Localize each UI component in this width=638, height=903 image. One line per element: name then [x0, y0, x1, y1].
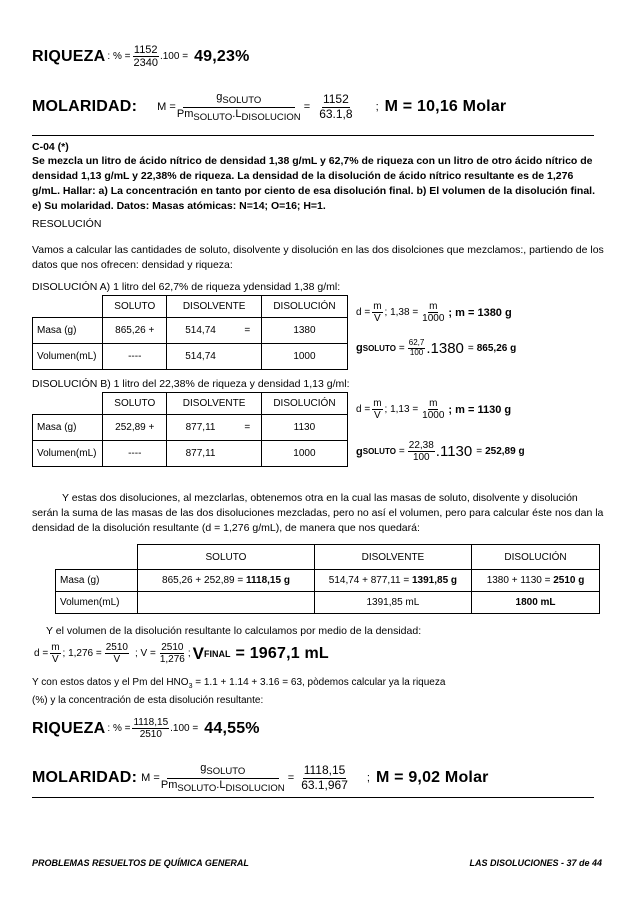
m-numerator: m [429, 398, 438, 409]
table-corner [33, 393, 103, 415]
molaridad-formula-top [32, 91, 506, 123]
equals-sign: = [287, 772, 295, 785]
equals: = [398, 446, 405, 457]
molaridad-label: MOLARIDAD: [32, 98, 138, 116]
m-over-1000 [421, 398, 445, 421]
density-formula-b [356, 398, 511, 421]
cell-disolucion: 1000 [261, 441, 347, 467]
riqueza-tail: .100 = [170, 723, 199, 734]
row-label: Masa (g) [33, 415, 103, 441]
v-denominator: V [113, 654, 121, 665]
mixed-solution-table [55, 544, 600, 614]
cell-disolucion: 1000 [261, 344, 347, 370]
table-row [33, 441, 348, 467]
mix-intro: Y estas dos disoluciones, al mezclarlas, obtenemos otra en la cual las masas de soluto, disolvente y disolución serán la suma de las masas de las dos disoluciones mezcladas, pero no así el volumen, pero para calcular éste nos dan la densidad de la disolución resultante (d = 1,276 g/mL), de manera que nos quedará: [32, 492, 604, 534]
table-header: DISOLUCIÓN [472, 545, 600, 570]
pct-denominator: 100 [412, 452, 430, 463]
divider-top [32, 135, 594, 136]
equals: = [398, 342, 405, 354]
equals-sign: = [303, 101, 311, 114]
v-denominator: V [374, 410, 381, 421]
table-header: SOLUTO [103, 393, 167, 415]
table-header: DISOLUCIÓN [261, 296, 347, 318]
pct-fraction [408, 339, 426, 358]
riqueza-tail: .100 = [159, 51, 189, 63]
intro-paragraph: Vamos a calcular las cantidades de soluto, disolvente y disolución en las dos disolciones que mezclamos:, partiendo de los datos que nos ofrecen: densidad y riqueza: [32, 244, 604, 271]
cell-eq: = [234, 318, 262, 344]
riqueza-formula-top [32, 44, 250, 69]
m-over-v [50, 642, 60, 665]
row-label: Volumen(mL) [56, 592, 138, 614]
pct-numerator: 22,38 [408, 440, 434, 451]
table-header: DISOLVENTE [314, 545, 471, 570]
pm-text-1: Y con estos datos y el Pm del HNO [32, 677, 189, 688]
molaridad-numeric-fraction [318, 93, 353, 120]
density-value: ; 1,13 = [384, 404, 419, 415]
d-equals: d = [34, 648, 49, 659]
mass-numerator: 2510 [161, 642, 184, 653]
riqueza-denominator: 2510 [139, 729, 162, 740]
cell-pre: 1380 + 1130 = [486, 575, 554, 586]
soluto-sub: SOLUTO [177, 782, 217, 794]
cell-bold: 2510 g [553, 575, 585, 586]
table-header: SOLUTO [103, 296, 167, 318]
pm-sub: 3 [188, 683, 193, 690]
volume-intro: Y el volumen de la disolución resultante lo calculamos por medio de la densidad: [46, 625, 422, 637]
symbolic-denominator [176, 108, 302, 124]
mass-over-v [105, 642, 129, 665]
disolucion-b-table [32, 392, 348, 467]
mult-value: .1130 [435, 443, 473, 460]
cell-disolvente: 1391,85 mL [314, 592, 471, 614]
d-equals: d = [356, 307, 371, 318]
m-numerator: m [51, 642, 60, 653]
density-formula-a [356, 301, 512, 324]
g-result: 252,89 g [485, 446, 525, 457]
molaridad-result: M = 10,16 Molar [384, 98, 507, 116]
cell-bold: 1118,15 g [246, 575, 290, 586]
mass-result: ; m = 1380 g [448, 306, 512, 319]
cell-disolucion: 1800 mL [472, 592, 600, 614]
pm-symbol: Pm [160, 778, 178, 791]
pm-text-2: = 1.1 + 1.14 + 3.16 = 63, pòdemos calcular ya la riqueza [192, 677, 446, 688]
row-label: Volumen(mL) [33, 441, 103, 467]
soluto-sub: SOLUTO [206, 766, 246, 778]
table-header: SOLUTO [138, 545, 315, 570]
g-symbol: g [200, 762, 207, 774]
mol-denominator: 63.1,8 [319, 106, 353, 121]
pct-fraction [408, 440, 435, 463]
riqueza-label: RIQUEZA [32, 719, 106, 737]
cell-disolucion: 1130 [261, 415, 347, 441]
soluto-sub: SOLUTO [193, 111, 233, 123]
riqueza-denominator: 2340 [133, 57, 158, 70]
footer-right: LAS DISOLUCIONES - 37 de 44 [469, 858, 602, 868]
table-header: DISOLVENTE [167, 393, 262, 415]
g-result: 865,26 g [476, 342, 517, 354]
semicolon: ; [187, 648, 191, 659]
table-corner [56, 545, 138, 570]
row-label: Masa (g) [33, 318, 103, 344]
table-row [33, 318, 348, 344]
g-soluto-formula-b [356, 440, 525, 463]
cell-disolvente: 514,74 [167, 344, 234, 370]
riqueza-fraction [132, 717, 169, 740]
mol-denominator: 63.1,967 [301, 777, 348, 792]
m-equals: M = [141, 772, 160, 785]
m-equals: M = [157, 101, 176, 114]
cell-soluto: ---- [103, 441, 167, 467]
g-symbol: g [356, 445, 363, 458]
g-symbol: g [216, 91, 223, 103]
table-header: DISOLUCIÓN [261, 393, 347, 415]
table-row [33, 344, 348, 370]
density-value: ; 1,38 = [384, 307, 419, 318]
cell-disolvente: 877,11 [167, 441, 234, 467]
mol-numerator: 1152 [322, 92, 349, 107]
riqueza-colon: : % = [107, 51, 131, 63]
footer-left: PROBLEMAS RESUELTOS DE QUÍMICA GENERAL [32, 858, 249, 868]
l-symbol: .L [232, 107, 242, 120]
row-label: Volumen(mL) [33, 344, 103, 370]
m-over-v [372, 301, 382, 324]
mult-value: .1380 [426, 339, 464, 357]
pm-symbol: Pm [176, 107, 194, 120]
riqueza-label: RIQUEZA [32, 47, 106, 65]
row-label: Masa (g) [56, 570, 138, 592]
v-denominator: 1000 [422, 410, 445, 421]
disolucion-sub: DISOLUCION [225, 782, 285, 794]
equals: = [476, 446, 483, 457]
g-sub: SOLUTO [362, 447, 396, 456]
cell-bold: 1391,85 g [412, 575, 458, 586]
pct-numerator: 62,7 [408, 338, 425, 347]
divider-bottom [32, 797, 594, 798]
pm-text-3: (%) y la concentración de esta disolución resultante: [32, 695, 264, 706]
problem-id: C-04 (*) [32, 141, 69, 153]
cell-eq [234, 441, 262, 467]
table-header: DISOLVENTE [167, 296, 262, 318]
riqueza-colon: : % = [107, 723, 131, 734]
cell-soluto [138, 592, 315, 614]
v-denominator: 1000 [422, 313, 445, 324]
pct-denominator: 100 [409, 347, 424, 357]
riqueza-formula-bottom [32, 717, 260, 740]
molaridad-numeric-fraction [300, 764, 349, 791]
l-symbol: .L [216, 778, 226, 791]
molaridad-result: M = 9,02 Molar [375, 769, 489, 787]
g-symbol: g [356, 342, 363, 355]
v-denominator: V [374, 313, 381, 324]
symbolic-numerator [183, 91, 295, 108]
cell-disolvente: 877,11 [167, 415, 234, 441]
cell-pre: 865,26 + 252,89 = [162, 575, 246, 586]
molaridad-symbolic-fraction [160, 762, 285, 794]
density-denominator: 1,276 [159, 654, 185, 665]
disolucion-a-table [32, 295, 348, 370]
riqueza-result: 49,23% [194, 47, 250, 65]
problem-statement: Se mezcla un litro de ácido nítrico de densidad 1,38 g/mL y 62,7% de riqueza con un litro de otro ácido nítrico de densidad 1,13 g/mL y 22,38% de riqueza. La densidad de la disolución de ácido nítrico resultante es de 1,276 g/mL. Hallar: a) La concentración en tanto por ciento de esa disolución final. b) El volumen de la disolución final. e) Su molaridad. Datos: Masas atómicas: N=14; O=16; H=1. [32, 155, 596, 212]
cell-disolucion: 1380 [261, 318, 347, 344]
g-sub: SOLUTO [362, 343, 396, 353]
table-corner [33, 296, 103, 318]
mol-numerator: 1118,15 [303, 763, 346, 778]
v-final-sub: FINAL [204, 648, 231, 659]
m-over-v [372, 398, 382, 421]
riqueza-fraction [132, 44, 158, 69]
g-soluto-formula-a [356, 339, 516, 358]
cell-soluto: 865,26 + [103, 318, 167, 344]
m-numerator: m [373, 398, 382, 409]
m-numerator: m [429, 301, 438, 312]
table-row [56, 570, 600, 592]
cell-eq: = [234, 415, 262, 441]
cell-soluto: 252,89 + [103, 415, 167, 441]
disolucion-sub: DISOLUCION [241, 111, 301, 123]
m-over-1000 [421, 301, 445, 324]
d-equals: d = [356, 404, 371, 415]
m-numerator: m [373, 301, 382, 312]
mass-over-density [159, 642, 186, 665]
cell-soluto [138, 570, 315, 592]
cell-disolvente [314, 570, 471, 592]
cell-disolvente: 514,74 [167, 318, 234, 344]
riqueza-numerator: 1152 [133, 44, 158, 56]
symbolic-numerator [167, 762, 279, 779]
molaridad-formula-bottom [32, 762, 489, 794]
pm-paragraph [32, 676, 604, 708]
disolucion-b-title: DISOLUCIÓN B) 1 litro del 22,38% de riqueza y densidad 1,13 g/ml: [32, 378, 350, 390]
mass-numerator: 2510 [105, 642, 128, 653]
v-final-symbol: V [192, 643, 204, 663]
semicolon: ; [375, 101, 379, 114]
cell-eq [234, 344, 262, 370]
v-denominator: V [52, 654, 59, 665]
mass-result: ; m = 1130 g [448, 403, 512, 416]
cell-pre: 514,74 + 877,11 = [328, 575, 412, 586]
density-value: ; 1,276 = [62, 648, 102, 659]
cell-disolucion [472, 570, 600, 592]
riqueza-result: 44,55% [204, 719, 260, 737]
final-volume-formula [34, 642, 329, 665]
equals: = [467, 342, 474, 354]
semicolon: ; [366, 772, 370, 785]
molaridad-label: MOLARIDAD: [32, 769, 138, 787]
riqueza-numerator: 1118,15 [133, 717, 169, 728]
v-equals: ; V = [134, 648, 156, 659]
cell-soluto: ---- [103, 344, 167, 370]
table-row [33, 415, 348, 441]
soluto-sub: SOLUTO [222, 95, 262, 107]
resolucion-heading: RESOLUCIÓN [32, 218, 102, 230]
symbolic-denominator [160, 779, 286, 795]
table-row [56, 592, 600, 614]
v-final-result: = 1967,1 mL [235, 644, 329, 662]
molaridad-symbolic-fraction [176, 91, 301, 123]
disolucion-a-title: DISOLUCIÓN A) 1 litro del 62,7% de riqueza ydensidad 1,38 g/ml: [32, 281, 341, 293]
